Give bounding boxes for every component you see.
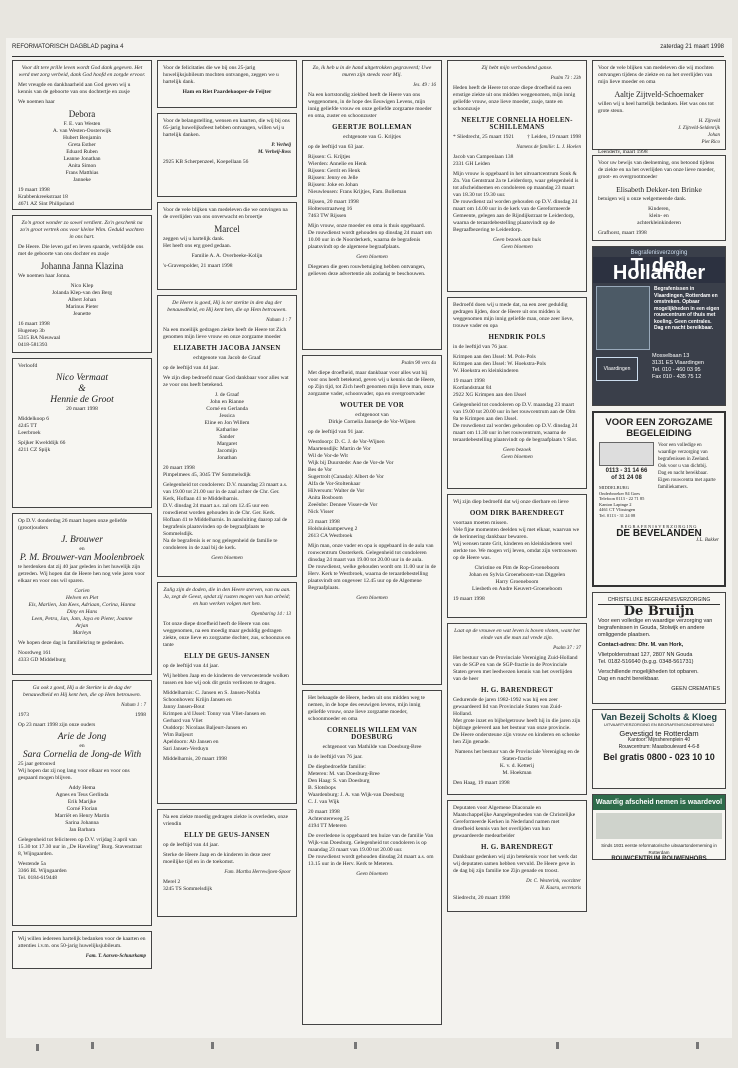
header-right: zaterdag 21 maart 1998 <box>660 44 724 50</box>
signature: P. Verheij M. Verheij-Ross <box>257 143 291 155</box>
body-text: Dankbaar gedenken wij zijn betekenis voor het werk dat wij deputaten samen hebben vervuld. De Heere geve in de dag bij zijn familie toe Zijn genade en troost. <box>453 854 578 874</box>
children-names: Carien Helven en Piet Els, Marlien, Jan Kees, Adriaan, Corina, Hanna Diny en Hans Leen, Petra, Jan, Jam, Jaya en Pieter, Joanne Arjan Marleyn <box>28 588 136 636</box>
no-cremations: GEEN CREMATIES <box>671 686 720 692</box>
address: 20 maart 1998 Achterstereweg 25 4194 TT Meteren <box>308 809 350 829</box>
bible-reference: Psalm 73 : 23b <box>550 76 581 81</box>
obituary-oom-dirk <box>447 494 587 618</box>
phone-line: Bel gratis 0800 - 023 10 10 <box>603 752 715 762</box>
deceased-name: GEERTJE BOLLEMAN <box>332 123 412 131</box>
location-logo: Vlaardingen <box>596 357 638 381</box>
deceased-name: Marcel <box>214 224 240 234</box>
spouse-line: echtgenote van Jacob de Graaf <box>193 355 261 361</box>
announcement-text: De Heere. Die leven gaf en leven spaarde, verblijdde ons met de geboorte van ons dochter en zusje <box>18 244 144 257</box>
age-line: in de leeftijd van 76 jaar. <box>453 344 508 350</box>
funeral-details: De overledene is opgebaard ten huize van de familie Van Wijk-van Doesburg. Gelegenheid tot condoleren is op maandag 23 maart van 19.00 tot 20.00 uur. De rouwdienst wordt gehouden dinsdag 24 maart a.s. om 13.15 uur in de Herv. Kerk te Meteren. <box>308 833 434 867</box>
ad-van-bezeij <box>592 709 726 789</box>
place-date: Sliedrecht, 20 maart 1998 <box>453 895 510 901</box>
family-names: Nico Klep Jolanda Klep-van den Berg Albert Johan Marinus Pieter Jeanette <box>52 283 112 317</box>
deceased-name: CORNELIS WILLEM VAN DOESBURG <box>326 726 418 741</box>
death-line: † Leiden, 19 maart 1998 <box>527 134 581 140</box>
binding-mark <box>36 1044 39 1051</box>
announcement-text: Na een moeilijk gedragen ziekte heeft de Heere tot Zich genomen mijn lieve vrouw en onze zorgzame moeder <box>163 327 287 340</box>
closing-line: Geen bezoek Geen bloemen <box>501 447 533 460</box>
thanks-verheij <box>157 113 297 197</box>
bible-reference: Psalm 90 vers 4a <box>401 361 436 366</box>
obituary-pols <box>447 297 587 489</box>
birth-notice-debora <box>12 60 152 210</box>
tail-text: Gelegenheid tot feliciteren op D.V. vrijdag 3 april van 15.30 tot 17.30 uur in ,,De Haveling" Burg. Stavenstraat 8, Wijngaarden. <box>18 837 142 857</box>
signature: Fam. T. Aarsen-Schuurkamp <box>85 954 146 959</box>
date: 20 maart 1998 <box>66 406 98 412</box>
binding-mark <box>696 1042 699 1049</box>
place-date: 's-Gravenpolder, 21 maart 1998 <box>163 263 233 269</box>
closing-line: Geen bloemen <box>211 555 243 561</box>
brand-name: De Bruijn <box>623 604 695 619</box>
lead-text: We noemen haar Jonna. <box>18 273 71 279</box>
closing-line: Geen bloemen <box>356 595 388 601</box>
ad-bevelanden <box>592 411 726 587</box>
lead-text: We noemen haar <box>18 99 55 105</box>
location: Gevestigd te Rotterdam <box>619 729 699 738</box>
ad-topline: CHRISTELIJKE BEGRAFENISVERZORGING <box>598 597 720 605</box>
brand-name: T. den Hollander <box>593 257 725 283</box>
column-5 <box>592 60 726 865</box>
quote: Ga ook z goed, Hij u de Sterkte is de dag der benauwdheid en Hij kent hen, die op Hem betrouwen. <box>22 685 142 698</box>
family-names: Krimpen aan den IJssel: M. Pols-Pols Krimpen aan den IJssel: W. Hoekstra-Pols W. Hoekstra en kleinkinderen <box>453 354 546 374</box>
closing-line: Geen bloemen <box>356 871 388 877</box>
address: Noordweg 161 4333 GD Middelburg <box>18 650 66 663</box>
thanks-text: Wij willen iedereen hartelijk bedanken voor de kaarten en attenties i.v.m. ons 50-jarig huwelijksjubileum. <box>18 936 146 949</box>
page-header <box>12 44 724 57</box>
signature: H. Zijtveld J. Zijtveld-Seldenrijk Johan Piet Rico <box>678 119 720 145</box>
address: Westende 5a 3366 BL Wijngaarden Tel. 0184-619448 <box>18 861 67 881</box>
date: 19 maart 1998 <box>453 596 485 602</box>
thanks-dekker <box>592 155 726 241</box>
slogan: Begrafenissen in Vlaardingen, Rotterdam en omstreken. Opbaar mogelijkheden in een eigen rouwcentrum of thuis met koeling. Geen centrales. Dag en nacht bereikbaar. <box>654 286 720 331</box>
birth-notice-johanna <box>12 215 152 353</box>
body-text: Sterke de Heere Jaap en de kinderen in deze zeer moeilijke tijd en in de toekomst. <box>163 852 271 865</box>
column-1 <box>12 60 152 974</box>
body-text: Wij hebben Jaap en de kinderen de verwoestende wolken tussen en hoe wij ook dit gezin verliezen te dragen. <box>163 673 289 686</box>
binding-mark <box>556 1042 559 1049</box>
binding-mark <box>211 1042 214 1049</box>
announcement-text: Heden heeft de Heere tot onze diepe droefheid na een ernstige ziekte uit ons midden weggenomen, mijn innig geliefde vrouw, onze lieve moeder, zusje, tante en schoonzusje <box>453 85 576 112</box>
birth-line: * Sliedrecht, 25 maart 1921 <box>453 134 514 140</box>
conjunction: en <box>79 743 85 749</box>
quote: De Heere is goed, Hij is ter sterkte in den dag der benauwdheid, en Hij kent hen, die op Hem betrouwen. <box>167 300 287 313</box>
service-text: Voor een volledige en waardige verzorging van begrafenissen in Gouda, Stolwijk en andere omliggende plaatsen. <box>598 618 713 638</box>
obituary-bolleman <box>302 60 442 350</box>
bible-reference: Jes. 49 : 16 <box>412 83 436 88</box>
funeral-details: Mijn vrouw is opgebaard in het uitvaartcentrum Sonk & Zn. Van Gentstraat 2a te Leiderdorp, waar gelegenheid is tot afscheidnemen en condoleren op maandag 23 maart van 18.30 tot 19.30 uur. De rouwdienst zal worden gehouden op D.V. dinsdag 24 maart om 14.00 uur in de kerk van de Gereformeerde Gemeente, gelegen aan de Rijndijkstraat te Leiderdorp, waarna de teraardebestelling plaatsvindt op de Begraafbezering te Leiderdorp. <box>453 171 579 233</box>
anniversary-de-jong <box>12 680 152 926</box>
service-list: Voor een volledige en waardige verzorging van begrafenissen in Zeeland. Ook voor u van dichtbij. Dag en nacht bereikbaar. Eigen rouwcentra met aparte familiekamers. <box>658 443 716 490</box>
age-line: op de leeftijd van 44 jaar. <box>163 365 219 371</box>
thanks-text: Voor de vele blijken van medeleven die wij mochten ontvangen tijdens de ziekte en na het overlijden van mijn lieve moeder en oma <box>598 65 714 85</box>
family-names: Middelharnis: C. Jansen en S. Jansen-Nobla Schoonhoven: Kriijn Jansen en Janny Jansen-Bout Krimpen a/d IJssel: Tonny van Vliet-Jansen en Gerhard van Vliet Ouddorp: Nicolaas Baljeurt-Jansen en Wim Baljeurt Apeldoorn: Ab Jansen en Sari Jansen-Verduyn <box>163 690 266 752</box>
ad-title: Waardig afscheid nemen is waardevol <box>593 795 725 810</box>
person-b: Sara Cornelia de Jong-de With <box>22 750 142 760</box>
quote: Zalig zijn de doden, die in den Heere sterven, van nu aan. Ja, zegt de Geest, opdat zij rusten mogen van hun arbeid; en hun werken volgen met hen. <box>163 587 291 607</box>
binding-marks <box>6 1038 732 1058</box>
bible-reference: Nahum 1 : 7 <box>266 318 291 323</box>
brand-name: Van Bezeij Scholts & Kloeg <box>600 712 718 722</box>
contact-line: Contact-adres: Dhr. M. van Hork, <box>598 642 684 648</box>
header-left: REFORMATORISCH DAGBLAD pagina 4 <box>12 44 124 50</box>
brand-subtitle: UITVAARTVERZORGING EN BEGRAFENISONDERNEMING <box>603 722 715 727</box>
funeral-details: Gelegenheid tot condoleren op D.V. maandag 23 maart van 19.00 tot 20.00 uur in het rouwcentrum aan de Olm 8a te Krimpen aan den IJssel. De rouwdienst zal worden gehouden op D.V. dinsdag 24 maart om 11.30 uur in het rouwcentrum, waarna de teraardebestelling plaatsvindt op de begraafplaats 't Slot. <box>453 402 578 443</box>
building-photo <box>596 286 650 350</box>
age-line: op de leeftijd van 91 jaar. <box>308 429 364 435</box>
body-text: betuigen wij u onze welgemeende dank. <box>598 196 687 202</box>
signature: Ham en Riet Paardekooper-de Feijter <box>182 89 272 95</box>
phone-numbers: 0113 - 31 14 66 of 31 24 08 <box>605 468 648 481</box>
address: Rijssen, 20 maart 1998 Holtersstraatweg 16 7463 TW Rijssen <box>308 199 359 219</box>
age-line: op de leeftijd van 63 jaar. <box>308 144 364 150</box>
quote: Zo, ik heb u in de hand uitgetrokken gegraveerd; Uwe muren zijn steeds voor Mij. <box>312 65 432 78</box>
announcement-text: Na een ziekte moedig gedragen ziekte is overleden, onze vriendin <box>163 814 289 827</box>
deceased-name: OOM DIRK BARENDREGT <box>469 509 565 517</box>
family-names: J. de Graaf John en Rianne Corné en Gerlanda Jessica Eline en Jon Willem Katharine Sander Margaret Jacomijn Jonathan <box>204 392 250 461</box>
deceased-name: H. G. BARENDREGT <box>480 686 554 694</box>
deceased-name: WOUTER DE VOR <box>339 401 405 409</box>
deceased-name: ELLY DE GEUS-JANSEN <box>184 652 270 660</box>
contact-info: Mosselbaan 13 3131 ES Vlaardingen Tel. 010 - 460 03 95 Fax 010 - 435 75 12 <box>652 353 704 380</box>
announcement-text: Het behaagde de Heere, heden uit ons midden weg te nemen, in de hope des eeuwigen levens, mijn innig geliefde vrouw, onze lieve zorgzame moeder, schoonmoeder en oma <box>308 695 425 722</box>
quote: Zij hebt mijn verbondend ganse. <box>481 65 553 71</box>
announcement-text: Wij zijn diep bedroefd dat wij onze dierbare en lieve <box>453 499 569 505</box>
year-start: 1973 <box>18 712 29 718</box>
address: 19 maart 1998 Kortlandstraat 84 2922 XG Krimpen aan den IJssel <box>453 378 527 398</box>
bible-reference: Openbaring 14 : 13 <box>251 612 291 617</box>
address: Vlietpoldenstraat 127, 2807 NN Gouda Tel. 0182-516640 (b.g.g. 0348-561731) <box>598 652 694 665</box>
signature: Familie A. A. Overbeeke-Kolijn <box>191 253 263 259</box>
ad-rouwenhorst <box>592 794 726 860</box>
tail-text: We hopen deze dag in familiekring te gedenken. <box>18 640 125 646</box>
funeral-details: Gelegenheid tot condoleren: D.V. maandag 23 maart a.s. van 19.00 tot 21.00 uur in de zaal achter de Chr. Ger. Kerk, Hoflaan 41 te Middelharnis. D.V. dinsdag 24 maart a.s. zal om 12.45 uur een rouwdienst worden gehouden in de Chr. Ger. Kerk. Hoflaan 41 te Middelharnis. In aansluiting daarop zal de begrafenis plaatsvinden op de begraafplaats te Sommelsdijk. Na de begrafenis is er nog gelegenheid de familie te condoleren in de zaal bij de kerk. <box>163 482 288 551</box>
obituary-barendregt-deputaten <box>447 800 587 912</box>
signature: Kinderen, klein- en achterkleinkinderen <box>637 206 681 226</box>
deceased-name: Elisabeth Dekker-ten Brinke <box>616 185 702 194</box>
person-a: Nico Vermaat <box>56 373 108 383</box>
thanks-aarsen <box>12 931 152 969</box>
announcement-text: Op D.V. donderdag 26 maart hopen onze geliefde (groot)ouders <box>18 518 128 531</box>
child-name: Debora <box>68 109 96 119</box>
announcement-text: Na een kortstondig ziekbed heeft de Heere van ons weggenomen, in de hope des Eeuwigen Levens, mijn innig geliefde vrouw en onze geliefde zorgzame moeder en oma, zuster en schoonzuster <box>308 92 432 119</box>
deceased-name: NEELTJE CORNELIA HOELEN-SCHILLEMANS <box>461 116 573 131</box>
quote: Zo'n groot wonder zo sowel verdient. Zo'n geschenk na zo'n groot vertrek ons voor kleine Wim. Geduld wachten in ons hart. <box>20 220 144 240</box>
obituary-van-doesburg <box>302 690 442 1025</box>
binding-mark <box>354 1042 357 1049</box>
closing-line: Geen bezoek aan huis Geen bloemen <box>492 237 542 250</box>
body-text: voortaan moeten missen. Vele fijne momenten deelden wij met elkaar, waarvan we de herinnering dankbaar bewaren. Wij wensen tante Grit, kinderen en kleinkinderen veel sterkte toe. We mogen vrij leven, omdat zijn vertrouwen op de Heere was. <box>453 520 580 561</box>
binding-mark <box>91 1042 94 1049</box>
age-line: in de leeftijd van 76 jaar. <box>308 754 363 760</box>
column-3 <box>302 60 442 1030</box>
deceased-name: H. G. BARENDREGT <box>480 843 554 851</box>
body-text: We zijn diep bedroefd maar God dankbaar voor alles wat ze voor ons heeft betekend. <box>163 375 289 388</box>
funeral-details: Mijn vrouw, onze moeder en oma is thuis opgebaard. De rouwdienst wordt gehouden op dinsdag 24 maart om 10.00 uur in de Noorderkerk, waarna de begrafenis plaatsvindt op de algemene begraafplaats. <box>308 223 432 250</box>
body-text: te herdenken dat zij 40 jaar geleden in het huwelijk zijn getreden. Wij hopen dat de Heere hen nog vele jaren voor elkaar en voor ons wil sparen. <box>18 564 145 584</box>
conjunction: en <box>79 546 85 552</box>
child-name: Johanna Janna Klazina <box>40 261 124 271</box>
body-text: zeggen wij u hartelijk dank. Het heeft ons erg goed gedaan. <box>163 236 232 249</box>
bible-reference: Psalm 37 : 37 <box>553 646 581 651</box>
column-4 <box>447 60 587 917</box>
announcement-text: Bedroefd doen wij u mede dat, na een zeer geduldig gedragen lijden, door de Heere uit ons midden is weggenomen mijn innig geliefde man, onze zeer lieve, trouwe vader en opa <box>453 302 574 329</box>
brand-name: DE BEVELANDEN <box>616 528 702 539</box>
engagement-notice <box>12 358 152 508</box>
funeral-details: Mijn man, onze vader en opa is opgebaard in de aula van rouwcentrum Oosterkerk. Gelegenheid tot condoleren dinsdag 24 maart van 19.00 tot 20.00 uur in de aula. De rouwdienst, welke gehouden wordt om 11.00 uur in de Herv. Kerk te Westbroek, waarna de teraardebestelling plaatsvindt om ongeveer 12.45 uur op de Algemene Begraafplaats. <box>308 543 436 591</box>
place-date: Den Haag, 19 maart 1998 <box>453 780 510 786</box>
family-names: Rijssen: G. Krijtjes Wierden: Annelie en Henk Rijssen: Gerrit en Henk Rijssen: Jenny en Jelle Rijssen: Joke en Johan Nieuwleusen: Frans Krijtjes, Fam. Bolleman <box>308 154 407 195</box>
body-text: Gedurende de jaren 1982-1992 was hij een zeer gewaardeerd lid van Provinciale Staten van Zuid-Holland. Met grote inzet en bijbelgetrouw heeft hij in die jaren zijn bijdrage geleverd aan het bestuur van onze provincie. De Heere ondersteune zijn vrouw en kinderen en schenke hen Zijn genade. <box>453 697 581 745</box>
quote: Voor dit tere prille leven wordt God dank gegeven. Het werd met zorg verbeid, dank God hoofd en zorgde ervoor. <box>18 65 146 78</box>
body-text: willen wij u heel hartelijk bedanken. Het was ons tot grote steun. <box>598 101 714 114</box>
place-date: Grafhorst, maart 1998 <box>598 230 647 236</box>
place-date: Middelharnis, 20 maart 1998 <box>163 756 227 762</box>
deceased-name: ELLY DE GEUS-JANSEN <box>184 831 270 839</box>
announcement-text: Met vreugde en dankbaarheid aan God geven wij u kennis van de geboorte van ons dochtertje en zusje <box>18 82 131 95</box>
age-line: op de leeftijd van 44 jaar. <box>163 663 219 669</box>
anniversary-brouwer <box>12 513 152 675</box>
ad-title: VOOR EEN ZORGZAME BEGELEIDING <box>605 417 713 439</box>
obituary-de-vor <box>302 355 442 685</box>
person-a: J. Brouwer <box>61 535 103 545</box>
address: 2925 KB Scherpenzeel, Koepellaan 56 <box>163 159 249 165</box>
signature: Dr. C. Westerink, voorzitter H. Kaaru, secretaris <box>526 879 581 891</box>
brand-name: ROUWCENTRUM ROUWENHORS <box>611 856 707 862</box>
column-2 <box>157 60 297 922</box>
ad-de-bruijn <box>592 592 726 704</box>
map-graphic <box>599 442 654 466</box>
address: 19 maart 1998 Krabbenkreekstraat 18 4671 AZ Sint Philipsland <box>18 187 74 207</box>
deceased-name: Aaltje Zijtveld-Schoemaker <box>614 90 704 99</box>
obituary-barendregt-sgp <box>447 623 587 795</box>
ad-topline: Begrafenisverzorging <box>630 250 688 256</box>
thanks-marcel <box>157 202 297 290</box>
ampersand: & <box>78 384 86 394</box>
announcement-text: Deputaten voor Algemene Diaconale en Maatschappelijke Aangelegenheden van de Christelijke Gereformeerde Kerken in Nederland namen met droefheid kennis van het overlijden van hun gewaardeerde medearbeider <box>453 805 576 839</box>
contact-name: J.L. Bakker <box>696 538 719 543</box>
tail-text: Diegenen die geen rouwbetuiging hebben ontvangen, gelieven deze advertentie als zodanig te beschouwen. <box>308 264 426 277</box>
ad-den-hollander <box>592 246 726 406</box>
address: Kantoor: Mijnsherenplein 40 Rouwcentrum: Maasboulevard 4-6-8 <box>618 737 700 750</box>
obituary-hoelen <box>447 60 587 292</box>
address: 16 maart 1998 Hugenep 3b 5315 BA Nieuwaal 0418-581393 <box>18 321 61 348</box>
family-names: Westdoorp: D. C. J. de Vor-Wijnen Maartensdijk: Martin de Vor Wil de Vor-de Wit Wijk bij Duurstede: Ane de Vor-de Vor Bes de Vor Sugertrolt (Canada): Albert de Vor Alfa de Vor-Stoltenkaar Hilversum: Walter de Vor Anita Bosboom Zeeënbe: Dennee Visser-de Vor Nick Visser <box>308 439 394 515</box>
ad-footer: Sinds 1931 eerste reformatorische uitvaartonderneming in Rotterdam <box>601 843 717 855</box>
family-names: Christine en Pim de Rop-Groeneboom Johan en Sylvia Groeneboom-van Diggelen Harry Groeneboom Liesbeth en Andre Keuvert-Groeneboom <box>468 565 566 592</box>
address: Jacob van Campenlaan 138 2331 GH Leiden <box>453 154 514 167</box>
children-names: Addy Hema Agnes en Teus Gerlinda Erik Marijke Corné Florian Marriët en Henry Martin Sarina Johanna Jan Barbara <box>54 785 110 833</box>
announcement-text: Het bestuur van de Provinciale Vereniging Zuid-Holland van de SGP en van de SGP-fractie in de Provinciale Staten geven met leedwezen kennis van het overlijden van de heer <box>453 655 578 682</box>
obituary-de-geus-friend <box>157 809 297 917</box>
thanks-text: Voor de felicitaties die we bij ons 25-jarig huwelijksjubileum mochten ontvangen, zeggen we u hartelijk dank. <box>163 65 279 85</box>
thanks-paardekooper <box>157 60 297 108</box>
person-a: Arie de Jong <box>57 732 107 742</box>
obituary-jansen <box>157 295 297 577</box>
announcement-text: Op 23 maart 1998 zijn onze ouders <box>18 722 96 728</box>
address: Merel 2 3245 TS Sommelsdijk <box>163 879 213 892</box>
announcement-text: Tot onze diepe droefheid heeft de Heere van ons weggenomen, na een moedig maar geduldig gedragen ziekte, onze lieve en zorgzame dochter, zus, schoonzus en tante <box>163 621 291 648</box>
person-b: Hennie de Groot <box>50 395 114 405</box>
thanks-text: Voor uw bewijs van deelneming, ons betoond tijdens de ziekte en na het overlijden van onze lieve moeder, groot- en overgrootmoeder <box>598 160 715 180</box>
address: 23 maart 1998 Holshuiskamperweg 2 2613 CA Westbroek <box>308 519 358 539</box>
branch-addresses: MIDDELBURG Onderbroeker 84 Goes Telefoon 0113 - 22 71 85 Kanton Lapinge 2 4461 CT Vlissingen Tel. 0113 - 31 24 08 <box>599 485 645 518</box>
notice-title: Verloofd <box>18 363 38 369</box>
quote: Laat op de vrouwe en wat leven is boven vloten, want het einde van die man zal vrede zijn. <box>454 628 580 641</box>
photo-strip <box>596 813 722 839</box>
year-end: 1998 <box>135 712 146 718</box>
family-names: De diepbedroefde familie: Meteren: M. van Doesburg-Bree Den Haag: S. van Doesburg B. Slotsbops Waardenburg: J. A. van Wijk-van Doesburg C. J. van Wijk <box>308 764 405 805</box>
announcement-text: Met diepe droefheid, maar dankbaar voor alles wat hij voor ons heeft betekend, geven wij u kennis dat de Heere, op Zijn tijd, tot Zich heeft genomen mijn lieve man, onze zorgzame vader, schoonvader, opa en overgrootvader <box>308 370 436 397</box>
person-b: P. M. Brouwer-van Moolenbroek <box>19 553 145 563</box>
age-line: op de leeftijd van 44 jaar. <box>163 842 219 848</box>
thanks-zijtveld <box>592 60 726 155</box>
spouse-line: echtgenoot van Dirkje Cornelia Jannetje de Vor-Wijnen <box>328 412 416 425</box>
body-text: 25 jaar getrouwd Wij hopen dat zij nog lang voor elkaar en voor ons gespaard mogen blijven. <box>18 761 130 781</box>
signature: Namens het bestuur van de Provinciale Vereniging en de Staten-fractie K. v. d. Ketterij M. Hoekman <box>454 749 580 776</box>
signature: Namens de familie: L. J. Hoelen <box>516 145 581 150</box>
brand-subtitle: BEGRAFENISVERZORGING <box>620 524 698 529</box>
address: 20 maart 1998 Pimpelmees 45, 3045 TW Sommelsdijk <box>163 465 251 478</box>
closing-line: Geen bloemen <box>356 254 388 260</box>
thanks-text: Voor de belangstelling, wensen en kaarten, die wij bij ons 65-jarig huwelijksfeest hebben ontvangen, willen wij u hartelijk danken. <box>163 118 290 138</box>
bible-reference: Nahum 1 : 7 <box>121 703 146 708</box>
parents-names: F. E. van Westen A. van Westen-Oosterwijk Hubert Benjamin Greta Esther Eduard Ruben Leanne Jonathan Anita Simon Frans Matthias Janneke <box>52 121 112 183</box>
spouse-line: echtgenoot van Mathilde van Doesburg-Bree <box>322 744 422 750</box>
place-date: Leendertv, maart 1998 <box>598 149 648 155</box>
deceased-name: HENDRIK POLS <box>488 333 546 341</box>
thanks-text: Voor de vele blijken van medeleven die we ontvingen na de overlijden van ons onverwacht en broertje <box>163 207 288 220</box>
address-2: Spijker Kwelddijk 66 4211 CZ Spijk <box>18 440 66 453</box>
address-1: Middelkoop 6 4245 TT Leerbroek <box>18 416 50 436</box>
obituary-de-geus-family <box>157 582 297 804</box>
spouse-line: echtgenote van G. Krijtjes <box>343 134 401 140</box>
extra-info: Verschillende mogelijkheden tot opbaren. Dag en nacht bereikbaar. <box>598 669 699 682</box>
deceased-name: ELIZABETH JACOBA JANSEN <box>173 344 281 352</box>
signature: Fam. Martha Herrewijnen-Spoor <box>224 870 291 875</box>
